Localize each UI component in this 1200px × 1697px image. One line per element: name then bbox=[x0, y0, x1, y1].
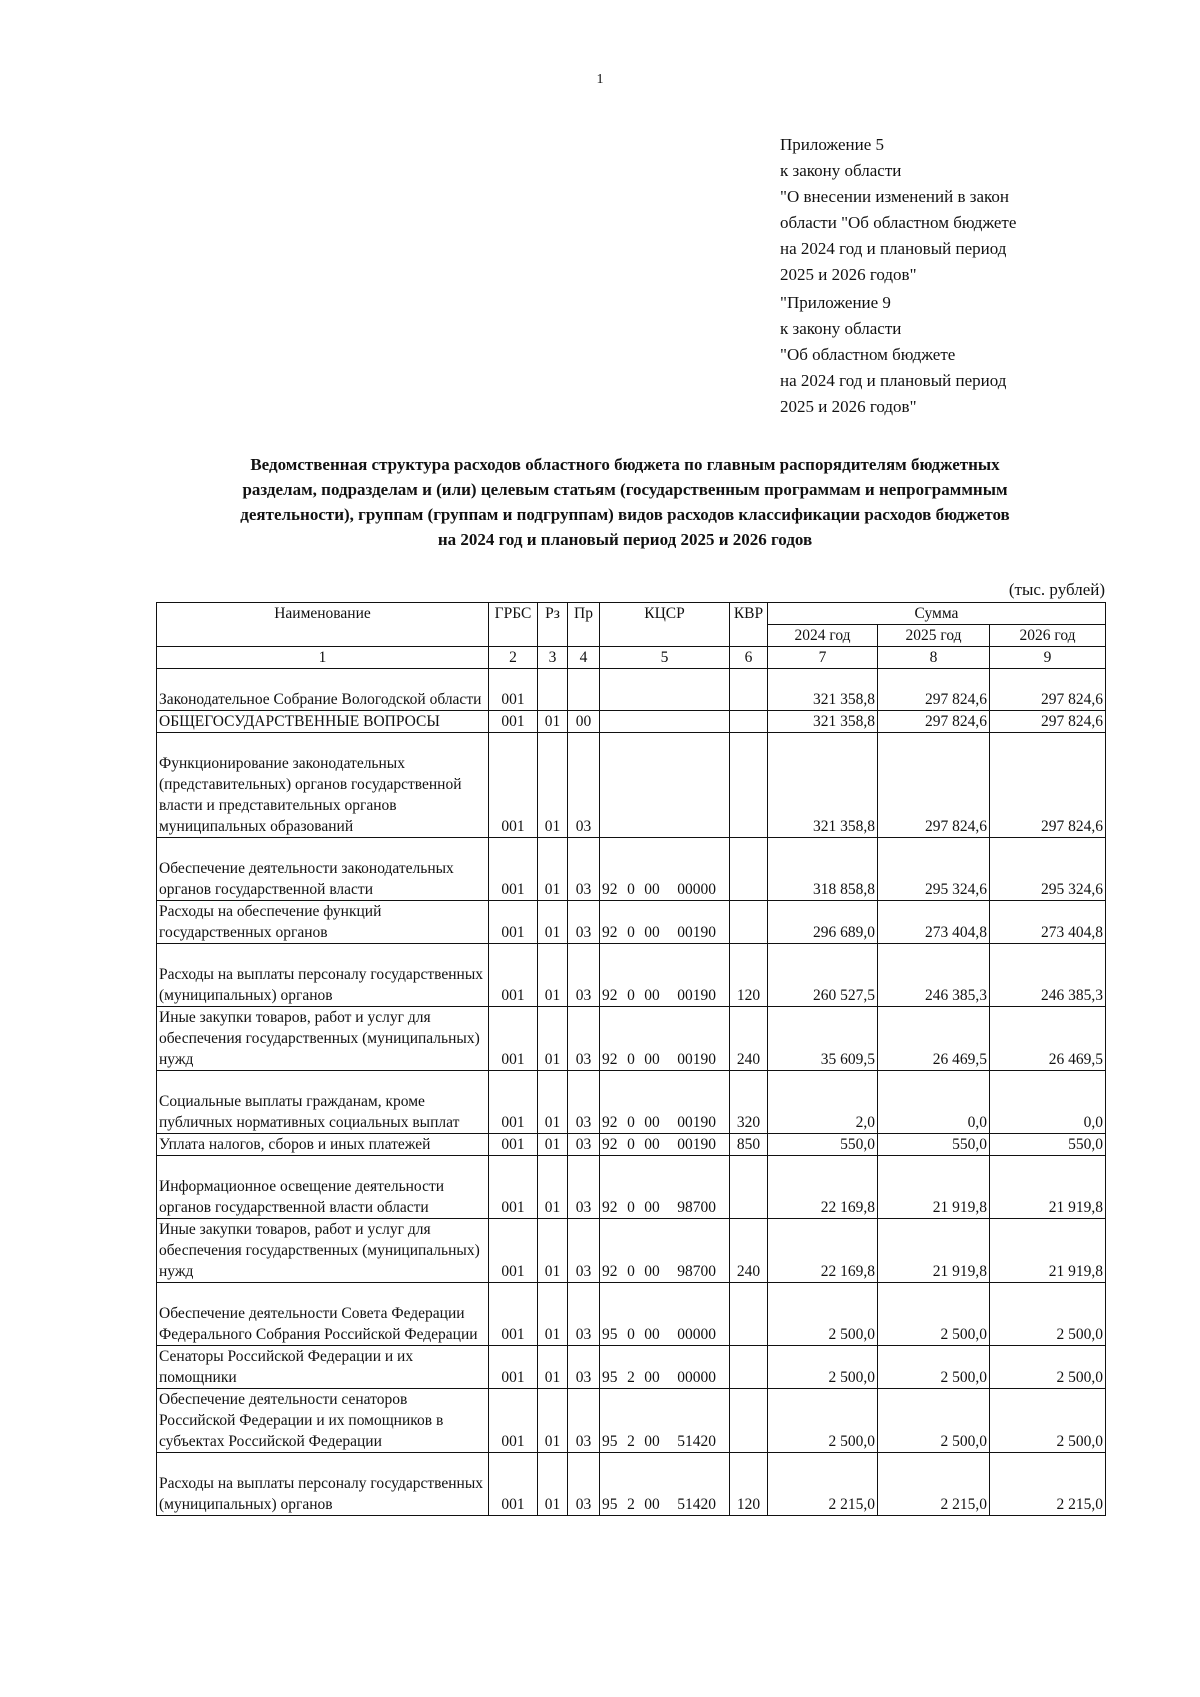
kcsr-event: 00 bbox=[644, 1199, 660, 1216]
row-sum-2024: 22 169,8 bbox=[768, 1156, 878, 1219]
header-pr: Пр bbox=[568, 603, 600, 647]
column-number: 7 bbox=[768, 647, 878, 669]
header-year-2026: 2026 год bbox=[990, 625, 1106, 647]
kcsr-event: 00 bbox=[644, 1114, 660, 1131]
column-number: 9 bbox=[990, 647, 1106, 669]
row-grbs: 001 bbox=[489, 1007, 538, 1071]
kcsr-program: 92 bbox=[602, 1051, 618, 1068]
kcsr-event: 00 bbox=[644, 1051, 660, 1068]
row-sum-2026: 21 919,8 bbox=[990, 1156, 1106, 1219]
row-sum-2025: 2 500,0 bbox=[878, 1389, 990, 1453]
kcsr-event: 00 bbox=[644, 1433, 660, 1450]
table-row bbox=[157, 838, 1106, 901]
appendix-line: к закону области bbox=[780, 161, 902, 180]
kcsr-program: 92 bbox=[602, 1136, 618, 1153]
kcsr-subprogram: 0 bbox=[627, 987, 635, 1004]
row-rz: 01 bbox=[538, 838, 568, 901]
row-kcsr bbox=[600, 838, 730, 901]
kcsr-direction: 00190 bbox=[677, 1114, 716, 1131]
row-name: Расходы на обеспечение функций государственных органов bbox=[157, 901, 489, 944]
kcsr-event: 00 bbox=[644, 881, 660, 898]
table-body bbox=[157, 669, 1106, 1516]
row-rz: 01 bbox=[538, 1007, 568, 1071]
appendix-block-1 bbox=[780, 132, 1100, 288]
row-sum-2026: 297 824,6 bbox=[990, 669, 1106, 711]
row-grbs: 001 bbox=[489, 1219, 538, 1283]
kcsr-subprogram: 0 bbox=[627, 924, 635, 941]
kcsr-direction: 51420 bbox=[677, 1433, 716, 1450]
row-sum-2024: 22 169,8 bbox=[768, 1219, 878, 1283]
kcsr-event: 00 bbox=[644, 1136, 660, 1153]
row-name: Информационное освещение деятельности органов государственной власти области bbox=[157, 1156, 489, 1219]
row-sum-2024: 35 609,5 bbox=[768, 1007, 878, 1071]
row-pr: 03 bbox=[568, 1219, 600, 1283]
row-rz: 01 bbox=[538, 901, 568, 944]
title-line: разделам, подразделам и (или) целевым статьям (государственным программам и непрограммным bbox=[242, 480, 1008, 499]
row-sum-2025: 297 824,6 bbox=[878, 669, 990, 711]
row-name: Социальные выплаты гражданам, кроме публичных нормативных социальных выплат bbox=[157, 1071, 489, 1134]
row-sum-2025: 2 500,0 bbox=[878, 1283, 990, 1346]
row-sum-2026: 297 824,6 bbox=[990, 711, 1106, 733]
column-number: 8 bbox=[878, 647, 990, 669]
row-pr: 03 bbox=[568, 1283, 600, 1346]
header-year-2025: 2025 год bbox=[878, 625, 990, 647]
row-name: Обеспечение деятельности сенаторов Российской Федерации и их помощников в субъектах Российской Федерации bbox=[157, 1389, 489, 1453]
kcsr-subprogram: 0 bbox=[627, 1051, 635, 1068]
row-kcsr bbox=[600, 1389, 730, 1453]
row-grbs: 001 bbox=[489, 1453, 538, 1516]
table-row bbox=[157, 1453, 1106, 1516]
appendix-line: области "Об областном бюджете bbox=[780, 213, 1017, 232]
table-row bbox=[157, 1007, 1106, 1071]
kcsr-event: 00 bbox=[644, 924, 660, 941]
column-number-row bbox=[157, 647, 1106, 669]
row-sum-2026: 246 385,3 bbox=[990, 944, 1106, 1007]
kcsr-program: 95 bbox=[602, 1433, 618, 1450]
appendix-line: "Об областном бюджете bbox=[780, 345, 956, 364]
row-kcsr bbox=[600, 1007, 730, 1071]
row-rz: 01 bbox=[538, 1453, 568, 1516]
row-kvr: 240 bbox=[730, 1007, 768, 1071]
row-pr: 03 bbox=[568, 838, 600, 901]
row-sum-2024: 2 215,0 bbox=[768, 1453, 878, 1516]
row-pr: 03 bbox=[568, 1156, 600, 1219]
kcsr-direction: 51420 bbox=[677, 1496, 716, 1513]
appendix-line: на 2024 год и плановый период bbox=[780, 371, 1007, 390]
kcsr-direction: 00190 bbox=[677, 987, 716, 1004]
row-grbs: 001 bbox=[489, 1134, 538, 1156]
row-pr: 03 bbox=[568, 901, 600, 944]
row-sum-2025: 21 919,8 bbox=[878, 1219, 990, 1283]
row-sum-2026: 2 500,0 bbox=[990, 1389, 1106, 1453]
row-pr: 00 bbox=[568, 711, 600, 733]
row-kcsr bbox=[600, 1156, 730, 1219]
row-kvr bbox=[730, 1283, 768, 1346]
row-kvr: 850 bbox=[730, 1134, 768, 1156]
row-name: Расходы на выплаты персоналу государственных (муниципальных) органов bbox=[157, 1453, 489, 1516]
row-kvr bbox=[730, 669, 768, 711]
table-row bbox=[157, 944, 1106, 1007]
column-number: 2 bbox=[489, 647, 538, 669]
row-sum-2026: 273 404,8 bbox=[990, 901, 1106, 944]
row-sum-2025: 246 385,3 bbox=[878, 944, 990, 1007]
kcsr-direction: 00190 bbox=[677, 1136, 716, 1153]
row-kcsr bbox=[600, 669, 730, 711]
kcsr-event: 00 bbox=[644, 1496, 660, 1513]
row-name: Обеспечение деятельности Совета Федерации Федерального Собрания Российской Федерации bbox=[157, 1283, 489, 1346]
kcsr-subprogram: 0 bbox=[627, 1326, 635, 1343]
row-grbs: 001 bbox=[489, 711, 538, 733]
row-sum-2026: 550,0 bbox=[990, 1134, 1106, 1156]
row-kvr: 240 bbox=[730, 1219, 768, 1283]
row-rz: 01 bbox=[538, 1134, 568, 1156]
row-grbs: 001 bbox=[489, 1156, 538, 1219]
row-sum-2026: 297 824,6 bbox=[990, 733, 1106, 838]
appendix-line: "О внесении изменений в закон bbox=[780, 187, 1009, 206]
kcsr-subprogram: 0 bbox=[627, 1136, 635, 1153]
row-pr: 03 bbox=[568, 1453, 600, 1516]
row-grbs: 001 bbox=[489, 1283, 538, 1346]
kcsr-program: 95 bbox=[602, 1496, 618, 1513]
row-grbs: 001 bbox=[489, 1389, 538, 1453]
row-rz: 01 bbox=[538, 1346, 568, 1389]
kcsr-event: 00 bbox=[644, 987, 660, 1004]
table-header bbox=[157, 603, 1106, 669]
row-kcsr bbox=[600, 1071, 730, 1134]
row-sum-2025: 21 919,8 bbox=[878, 1156, 990, 1219]
row-rz: 01 bbox=[538, 944, 568, 1007]
row-kvr bbox=[730, 1346, 768, 1389]
row-kvr bbox=[730, 1389, 768, 1453]
row-kvr: 120 bbox=[730, 1453, 768, 1516]
row-grbs: 001 bbox=[489, 1071, 538, 1134]
row-name: Иные закупки товаров, работ и услуг для обеспечения государственных (муниципальных) нужд bbox=[157, 1007, 489, 1071]
row-sum-2026: 2 500,0 bbox=[990, 1346, 1106, 1389]
appendix-line: к закону области bbox=[780, 319, 902, 338]
kcsr-direction: 00000 bbox=[677, 881, 716, 898]
row-name: Обеспечение деятельности законодательных органов государственной власти bbox=[157, 838, 489, 901]
header-name: Наименование bbox=[157, 603, 489, 647]
row-name: Иные закупки товаров, работ и услуг для обеспечения государственных (муниципальных) нужд bbox=[157, 1219, 489, 1283]
table-row bbox=[157, 711, 1106, 733]
column-number: 1 bbox=[157, 647, 489, 669]
kcsr-direction: 98700 bbox=[677, 1199, 716, 1216]
row-rz: 01 bbox=[538, 1219, 568, 1283]
kcsr-program: 92 bbox=[602, 1199, 618, 1216]
header-kvr: КВР bbox=[730, 603, 768, 647]
row-kcsr bbox=[600, 1134, 730, 1156]
title-line: деятельности), группам (группам и подгруппам) видов расходов классификации расходов бюджетов bbox=[240, 505, 1010, 524]
column-number: 3 bbox=[538, 647, 568, 669]
row-sum-2024: 2,0 bbox=[768, 1071, 878, 1134]
row-sum-2025: 2 215,0 bbox=[878, 1453, 990, 1516]
row-name: Сенаторы Российской Федерации и их помощники bbox=[157, 1346, 489, 1389]
header-rz: Рз bbox=[538, 603, 568, 647]
budget-table bbox=[156, 602, 1106, 1516]
kcsr-event: 00 bbox=[644, 1326, 660, 1343]
row-rz: 01 bbox=[538, 1283, 568, 1346]
row-rz: 01 bbox=[538, 1071, 568, 1134]
kcsr-program: 92 bbox=[602, 1114, 618, 1131]
row-name: Расходы на выплаты персоналу государственных (муниципальных) органов bbox=[157, 944, 489, 1007]
row-kcsr bbox=[600, 901, 730, 944]
header-grbs: ГРБС bbox=[489, 603, 538, 647]
row-rz: 01 bbox=[538, 711, 568, 733]
kcsr-program: 92 bbox=[602, 1263, 618, 1280]
row-pr bbox=[568, 669, 600, 711]
title-line: Ведомственная структура расходов областного бюджета по главным распорядителям бюджетных bbox=[250, 455, 1000, 474]
row-kcsr bbox=[600, 711, 730, 733]
row-sum-2024: 321 358,8 bbox=[768, 669, 878, 711]
table-row bbox=[157, 1156, 1106, 1219]
row-kcsr bbox=[600, 733, 730, 838]
row-pr: 03 bbox=[568, 944, 600, 1007]
kcsr-program: 95 bbox=[602, 1369, 618, 1386]
row-pr: 03 bbox=[568, 1134, 600, 1156]
row-name: ОБЩЕГОСУДАРСТВЕННЫЕ ВОПРОСЫ bbox=[157, 711, 489, 733]
row-pr: 03 bbox=[568, 1389, 600, 1453]
kcsr-subprogram: 2 bbox=[627, 1496, 635, 1513]
table-row bbox=[157, 1134, 1106, 1156]
appendix-line: Приложение 5 bbox=[780, 135, 884, 154]
table-row bbox=[157, 1346, 1106, 1389]
table-row bbox=[157, 1389, 1106, 1453]
row-pr: 03 bbox=[568, 1071, 600, 1134]
row-rz bbox=[538, 669, 568, 711]
kcsr-program: 92 bbox=[602, 987, 618, 1004]
row-kvr: 320 bbox=[730, 1071, 768, 1134]
row-rz: 01 bbox=[538, 1156, 568, 1219]
row-kcsr bbox=[600, 1453, 730, 1516]
row-grbs: 001 bbox=[489, 901, 538, 944]
row-rz: 01 bbox=[538, 1389, 568, 1453]
row-sum-2025: 0,0 bbox=[878, 1071, 990, 1134]
kcsr-program: 92 bbox=[602, 881, 618, 898]
kcsr-direction: 00190 bbox=[677, 1051, 716, 1068]
column-number: 4 bbox=[568, 647, 600, 669]
appendix-line: "Приложение 9 bbox=[780, 293, 891, 312]
row-name: Уплата налогов, сборов и иных платежей bbox=[157, 1134, 489, 1156]
kcsr-subprogram: 2 bbox=[627, 1369, 635, 1386]
row-sum-2026: 0,0 bbox=[990, 1071, 1106, 1134]
row-sum-2025: 297 824,6 bbox=[878, 733, 990, 838]
kcsr-direction: 00000 bbox=[677, 1369, 716, 1386]
row-grbs: 001 bbox=[489, 1346, 538, 1389]
appendix-block-2 bbox=[780, 290, 1100, 420]
row-sum-2024: 550,0 bbox=[768, 1134, 878, 1156]
row-sum-2026: 295 324,6 bbox=[990, 838, 1106, 901]
row-sum-2026: 2 215,0 bbox=[990, 1453, 1106, 1516]
row-sum-2025: 26 469,5 bbox=[878, 1007, 990, 1071]
row-pr: 03 bbox=[568, 733, 600, 838]
header-kcsr: КЦСР bbox=[600, 603, 730, 647]
row-sum-2024: 2 500,0 bbox=[768, 1389, 878, 1453]
kcsr-subprogram: 0 bbox=[627, 1199, 635, 1216]
page-number: 1 bbox=[596, 72, 604, 87]
kcsr-direction: 98700 bbox=[677, 1263, 716, 1280]
table-row bbox=[157, 901, 1106, 944]
row-grbs: 001 bbox=[489, 838, 538, 901]
row-sum-2024: 2 500,0 bbox=[768, 1283, 878, 1346]
title-line: на 2024 год и плановый период 2025 и 2026 годов bbox=[437, 530, 813, 549]
header-sum: Сумма bbox=[768, 603, 1106, 625]
row-kvr bbox=[730, 733, 768, 838]
column-number: 5 bbox=[600, 647, 730, 669]
row-grbs: 001 bbox=[489, 733, 538, 838]
table-row bbox=[157, 669, 1106, 711]
row-sum-2024: 321 358,8 bbox=[768, 733, 878, 838]
row-sum-2025: 273 404,8 bbox=[878, 901, 990, 944]
row-sum-2024: 2 500,0 bbox=[768, 1346, 878, 1389]
row-sum-2026: 2 500,0 bbox=[990, 1283, 1106, 1346]
kcsr-direction: 00190 bbox=[677, 924, 716, 941]
table-row bbox=[157, 1283, 1106, 1346]
row-pr: 03 bbox=[568, 1007, 600, 1071]
row-sum-2025: 297 824,6 bbox=[878, 711, 990, 733]
kcsr-subprogram: 0 bbox=[627, 881, 635, 898]
row-grbs: 001 bbox=[489, 669, 538, 711]
row-kvr bbox=[730, 838, 768, 901]
column-number: 6 bbox=[730, 647, 768, 669]
row-rz: 01 bbox=[538, 733, 568, 838]
row-name: Функционирование законодательных (представительных) органов государственной власти и представительных органов муниципальных образований bbox=[157, 733, 489, 838]
document-title bbox=[150, 452, 1100, 552]
row-name: Законодательное Собрание Вологодской области bbox=[157, 669, 489, 711]
kcsr-event: 00 bbox=[644, 1369, 660, 1386]
kcsr-subprogram: 2 bbox=[627, 1433, 635, 1450]
header-year-2024: 2024 год bbox=[768, 625, 878, 647]
row-kvr bbox=[730, 711, 768, 733]
kcsr-direction: 00000 bbox=[677, 1326, 716, 1343]
row-kvr bbox=[730, 901, 768, 944]
row-sum-2025: 2 500,0 bbox=[878, 1346, 990, 1389]
kcsr-program: 95 bbox=[602, 1326, 618, 1343]
kcsr-subprogram: 0 bbox=[627, 1263, 635, 1280]
units-label: (тыс. рублей) bbox=[1008, 580, 1105, 599]
table-row bbox=[157, 1071, 1106, 1134]
row-kcsr bbox=[600, 1219, 730, 1283]
row-kcsr bbox=[600, 1346, 730, 1389]
row-sum-2024: 321 358,8 bbox=[768, 711, 878, 733]
row-pr: 03 bbox=[568, 1346, 600, 1389]
appendix-line: 2025 и 2026 годов" bbox=[780, 397, 917, 416]
row-sum-2025: 295 324,6 bbox=[878, 838, 990, 901]
appendix-line: 2025 и 2026 годов" bbox=[780, 265, 917, 284]
row-kcsr bbox=[600, 944, 730, 1007]
row-sum-2024: 260 527,5 bbox=[768, 944, 878, 1007]
row-kcsr bbox=[600, 1283, 730, 1346]
row-sum-2025: 550,0 bbox=[878, 1134, 990, 1156]
appendix-line: на 2024 год и плановый период bbox=[780, 239, 1007, 258]
row-sum-2024: 296 689,0 bbox=[768, 901, 878, 944]
row-grbs: 001 bbox=[489, 944, 538, 1007]
kcsr-event: 00 bbox=[644, 1263, 660, 1280]
row-sum-2026: 21 919,8 bbox=[990, 1219, 1106, 1283]
table-row bbox=[157, 733, 1106, 838]
kcsr-subprogram: 0 bbox=[627, 1114, 635, 1131]
row-kvr: 120 bbox=[730, 944, 768, 1007]
kcsr-program: 92 bbox=[602, 924, 618, 941]
table-row bbox=[157, 1219, 1106, 1283]
row-kvr bbox=[730, 1156, 768, 1219]
row-sum-2026: 26 469,5 bbox=[990, 1007, 1106, 1071]
row-sum-2024: 318 858,8 bbox=[768, 838, 878, 901]
